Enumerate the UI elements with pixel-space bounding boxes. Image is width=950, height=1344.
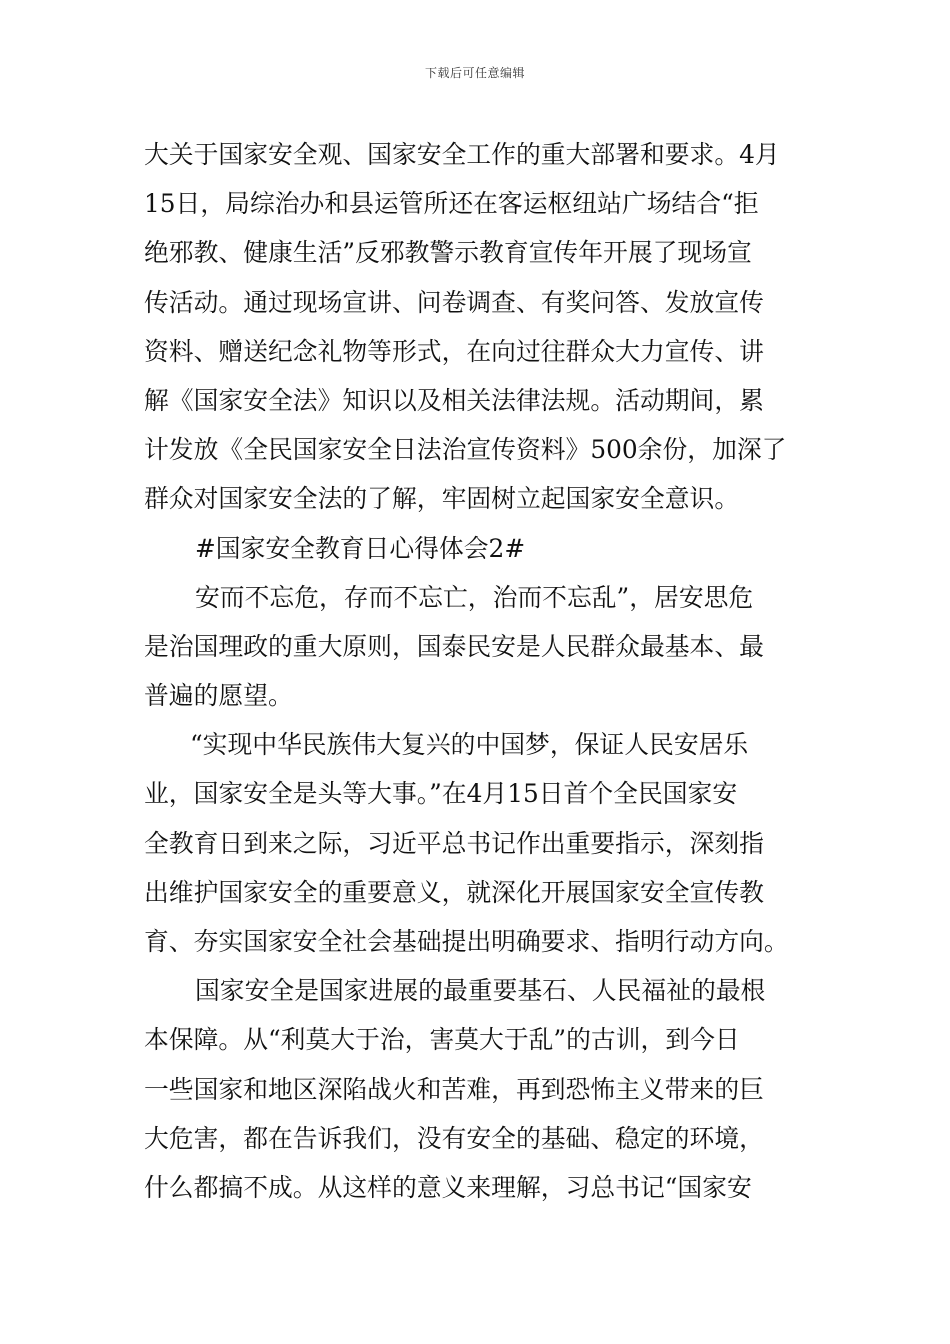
text-line: 15日，局综治办和县运管所还在客运枢纽站广场结合“拒 [144,189,759,219]
text-line: 绝邪教、健康生活”反邪教警示教育宣传年开展了现场宣 [144,238,752,268]
document-body [144,130,806,1212]
text-line: 解《国家安全法》知识以及相关法律法规。活动期间，累 [144,385,764,415]
text-line: 全教育日到来之际，习近平总书记作出重要指示，深刻指 [144,828,764,858]
text-line: 业，国家安全是头等大事。”在4月15日首个全民国家安 [144,779,738,809]
text-line: 一些国家和地区深陷战火和苦难，再到恐怖主义带来的巨 [144,1074,764,1104]
text-line: 安而不忘危，存而不忘亡，治而不忘乱”，居安思危 [195,582,754,612]
text-line: 育、夯实国家安全社会基础提出明确要求、指明行动方向。 [144,927,789,956]
text-line: “实现中华民族伟大复兴的中国梦，保证人民安居乐 [190,730,749,760]
page-header: 下载后可任意编辑 [424,66,525,80]
text-line: 什么都搞不成。从这样的意义来理解，习总书记“国家安 [144,1172,752,1202]
text-line: 群众对国家安全法的了解，牢固树立起国家安全意识。 [144,484,740,514]
text-line: 大危害，都在告诉我们，没有安全的基础、稳定的环境， [144,1123,764,1153]
text-line: 国家安全是国家进展的最重要基石、人民福祉的最根 [195,976,766,1006]
text-line: 本保障。从“利莫大于治，害莫大于乱”的古训，到今日 [144,1025,740,1055]
text-line: 大关于国家安全观、国家安全工作的重大部署和要求。4月 [144,140,780,169]
text-line: 计发放《全民国家安全日法治宣传资料》500余份，加深了 [144,435,787,465]
text-line: 资料、赠送纪念礼物等形式，在向过往群众大力宣传、讲 [144,336,764,366]
text-line: 传活动。通过现场宣讲、问卷调查、有奖问答、发放宣传 [144,287,764,317]
text-line: 是治国理政的重大原则，国泰民安是人民群众最基本、最 [144,631,764,661]
text-line: 普遍的愿望。 [144,681,293,711]
text-line: 出维护国家安全的重要意义，就深化开展国家安全宣传教 [144,877,764,907]
section-heading: #国家安全教育日心得体会2# [195,533,526,563]
